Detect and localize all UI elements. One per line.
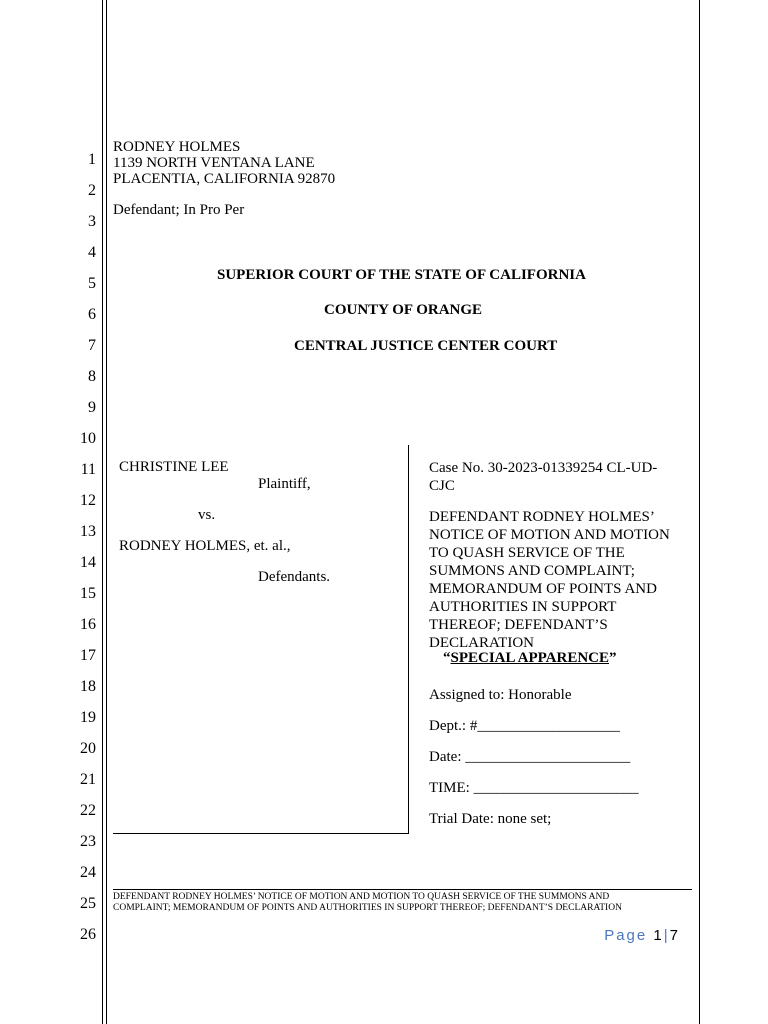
line-number: 26 bbox=[80, 926, 96, 943]
court-division: CENTRAL JUSTICE CENTER COURT bbox=[294, 338, 558, 354]
page-separator: | bbox=[663, 927, 670, 944]
document-title-line: TO QUASH SERVICE OF THE bbox=[429, 545, 625, 561]
line-number: 10 bbox=[80, 430, 96, 447]
line-number: 24 bbox=[80, 864, 96, 881]
line-number: 1 bbox=[88, 151, 96, 168]
caption-divider-horizontal bbox=[113, 833, 409, 834]
court-name: SUPERIOR COURT OF THE STATE OF CALIFORNIA bbox=[217, 267, 586, 283]
party-city: PLACENTIA, CALIFORNIA 92870 bbox=[113, 171, 336, 187]
party-role: Defendant; In Pro Per bbox=[113, 202, 245, 218]
line-number: 17 bbox=[80, 647, 96, 664]
party-address-block bbox=[113, 139, 335, 218]
line-number: 4 bbox=[88, 244, 96, 261]
line-number: 18 bbox=[80, 678, 96, 695]
document-title-line: NOTICE OF MOTION AND MOTION bbox=[429, 527, 670, 543]
case-number bbox=[429, 459, 689, 495]
line-number: 9 bbox=[88, 399, 96, 416]
footer-caption-line: DEFENDANT RODNEY HOLMES’ NOTICE OF MOTION AND MOTION TO QUASH SERVICE OF THE SUMMONS AND bbox=[113, 892, 610, 902]
document-title bbox=[429, 508, 689, 652]
right-margin-rule bbox=[699, 0, 700, 1024]
document-title-line: DEFENDANT RODNEY HOLMES’ bbox=[429, 509, 655, 525]
trial-date: Trial Date: none set; bbox=[429, 811, 552, 827]
line-number: 19 bbox=[80, 709, 96, 726]
footer-caption-line: COMPLAINT; MEMORANDUM OF POINTS AND AUTHORITIES IN SUPPORT THEREOF; DEFENDANT’S DECLARATION bbox=[113, 903, 622, 913]
party-street: 1139 NORTH VENTANA LANE bbox=[113, 155, 315, 171]
line-number: 21 bbox=[80, 771, 96, 788]
line-number: 3 bbox=[88, 213, 96, 230]
line-number: 22 bbox=[80, 802, 96, 819]
footer-rule bbox=[113, 889, 692, 890]
line-number: 13 bbox=[80, 523, 96, 540]
page-current: 1 bbox=[653, 927, 664, 944]
quote-open: “ bbox=[443, 650, 451, 666]
line-number: 25 bbox=[80, 895, 96, 912]
document-title-line: SUMMONS AND COMPLAINT; bbox=[429, 563, 635, 579]
left-margin-rule-inner bbox=[106, 0, 107, 1024]
defendant-label: Defendants. bbox=[258, 569, 331, 585]
special-appearance-text: SPECIAL APPARENCE bbox=[450, 650, 609, 666]
case-number-line: CJC bbox=[429, 478, 455, 494]
line-number: 11 bbox=[80, 461, 96, 478]
line-number: 6 bbox=[88, 306, 96, 323]
line-number: 16 bbox=[80, 616, 96, 633]
assigned-judge: Assigned to: Honorable bbox=[429, 687, 572, 703]
hearing-time-field: TIME: ______________________ bbox=[429, 780, 639, 796]
page-number bbox=[604, 927, 680, 944]
line-number: 7 bbox=[88, 337, 96, 354]
special-appearance bbox=[443, 650, 617, 666]
line-number: 8 bbox=[88, 368, 96, 385]
document-title-line: MEMORANDUM OF POINTS AND bbox=[429, 581, 657, 597]
line-number: 20 bbox=[80, 740, 96, 757]
line-number: 5 bbox=[88, 275, 96, 292]
footer-caption bbox=[113, 892, 693, 914]
department-field: Dept.: #___________________ bbox=[429, 718, 620, 734]
document-title-line: AUTHORITIES IN SUPPORT bbox=[429, 599, 617, 615]
line-number: 14 bbox=[80, 554, 96, 571]
hearing-date-field: Date: ______________________ bbox=[429, 749, 631, 765]
party-name: RODNEY HOLMES bbox=[113, 139, 241, 155]
case-number-line: Case No. 30-2023-01339254 CL-UD- bbox=[429, 460, 658, 476]
caption-divider-vertical bbox=[408, 445, 409, 834]
line-number: 15 bbox=[80, 585, 96, 602]
document-title-line: THEREOF; DEFENDANT’S bbox=[429, 617, 608, 633]
left-margin-rule-outer bbox=[102, 0, 103, 1024]
quote-close: ” bbox=[609, 650, 617, 666]
court-county: COUNTY OF ORANGE bbox=[324, 302, 483, 318]
plaintiff-name: CHRISTINE LEE bbox=[119, 459, 229, 475]
page-label: Page bbox=[604, 927, 648, 944]
defendant-name: RODNEY HOLMES, et. al., bbox=[119, 538, 291, 554]
line-number: 12 bbox=[80, 492, 96, 509]
line-number: 2 bbox=[88, 182, 96, 199]
plaintiff-label: Plaintiff, bbox=[258, 476, 311, 492]
page-total: 7 bbox=[669, 927, 680, 944]
document-title-line: DECLARATION bbox=[429, 635, 534, 651]
line-number: 23 bbox=[80, 833, 96, 850]
versus-label: vs. bbox=[198, 507, 216, 523]
